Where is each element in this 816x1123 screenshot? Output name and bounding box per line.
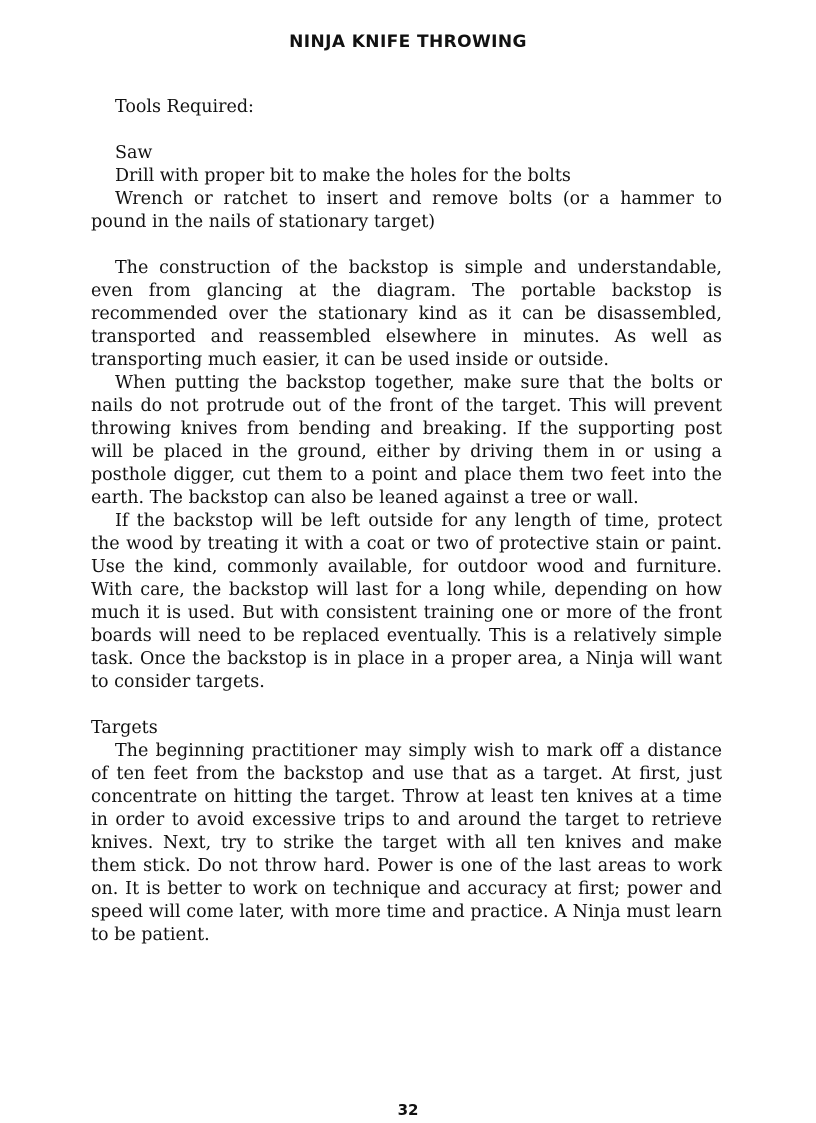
paragraph-maintenance: If the backstop will be left outside for any length of time, protect the wood by treating it with a coat or two of protective stain or paint. Use the kind, commonly available, for outdoor wood and furniture. With care, the backstop will last for a long while, depending on how much it is used. But with consistent training one or more of the front boards will need to be replaced eventually. This is a relatively simple task. Once the backstop is in place in a proper area, a Ninja will want to consider targets. bbox=[91, 511, 722, 692]
paragraph-targets: The beginning practitioner may simply wish to mark off a distance of ten feet from the backstop and use that as a target. At first, just concentrate on hitting the target. Throw at least ten knives at a time in order to avoid excessive trips to and around the target to retrieve knives. Next, try to strike the target with all ten knives and make them stick. Do not throw hard. Power is one of the last areas to work on. It is better to work on technique and accuracy at first; power and speed will come later, with more time and practice. A Ninja must learn to be patient. bbox=[91, 741, 722, 945]
page-body bbox=[91, 96, 722, 947]
spacer bbox=[91, 234, 722, 257]
tools-required-label: Tools Required: bbox=[115, 97, 254, 117]
spacer bbox=[91, 119, 722, 142]
spacer bbox=[91, 694, 722, 717]
tool-item-drill: Drill with proper bit to make the holes for the bolts bbox=[115, 166, 571, 186]
tool-item-saw: Saw bbox=[115, 143, 153, 163]
page-number: 32 bbox=[397, 1101, 419, 1119]
tool-item-wrench: Wrench or ratchet to insert and remove bolts (or a hammer to pound in the nails of stationary target) bbox=[91, 189, 722, 232]
paragraph-construction: The construction of the backstop is simple and understandable, even from glancing at the diagram. The portable backstop is recommended over the stationary kind as it can be disassembled, transported and reassembled elsewhere in minutes. As well as transporting much easier, it can be used inside or outside. bbox=[91, 258, 722, 370]
running-title: NINJA KNIFE THROWING bbox=[289, 32, 527, 52]
section-heading-targets: Targets bbox=[91, 718, 158, 738]
paragraph-assembly: When putting the backstop together, make sure that the bolts or nails do not protrude out of the front of the target. This will prevent throwing knives from bending and breaking. If the supporting post will be placed in the ground, either by driving them in or using a posthole digger, cut them to a point and place them two feet into the earth. The backstop can also be leaned against a tree or wall. bbox=[91, 373, 722, 508]
